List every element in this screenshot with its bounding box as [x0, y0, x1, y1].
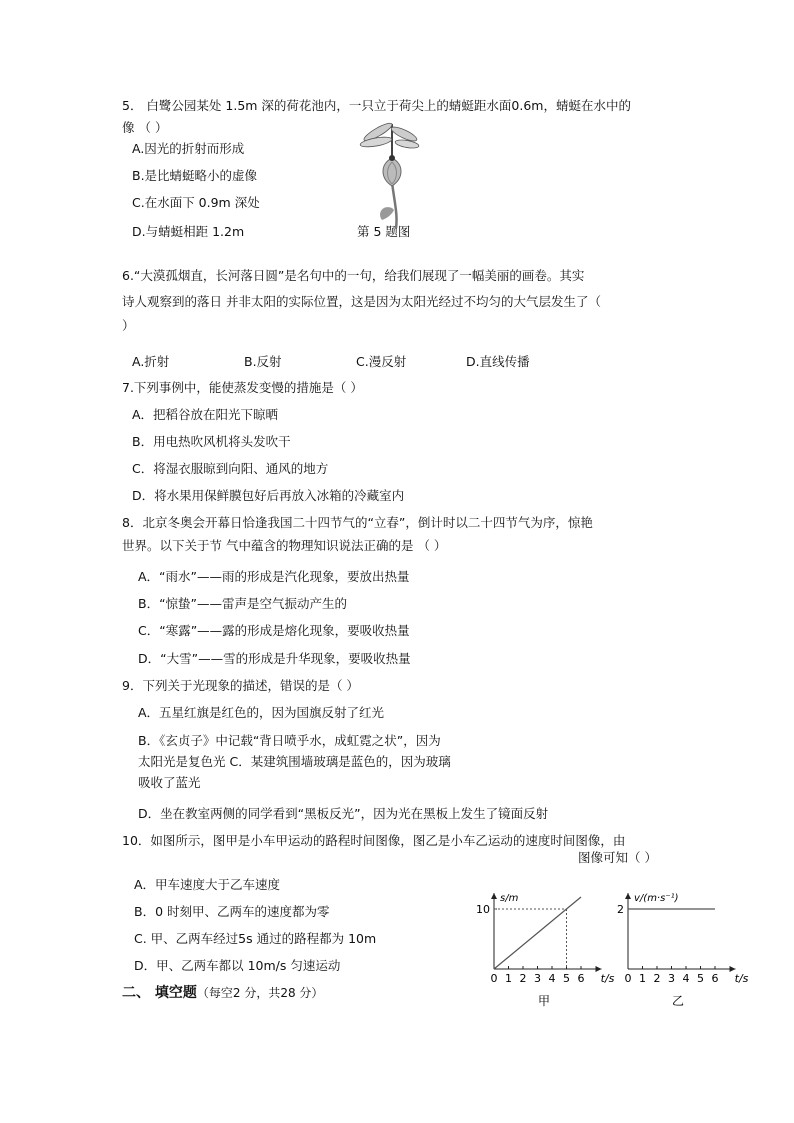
chart-jia-ylabel: s/m — [500, 893, 519, 904]
q8-stem-line2: 世界。以下关于节 气中蕴含的物理知识说法正确的是 （ ） — [122, 538, 447, 553]
chart-yi-x-tick-label: 2 — [653, 972, 661, 985]
chart-yi — [610, 887, 750, 1009]
q10-option-a: A．甲车速度大于乙车速度 — [134, 877, 281, 892]
q9-option-b-line3: 吸收了蓝光 — [138, 775, 201, 790]
q7-option-b: B．用电热吹风机将头发吹干 — [132, 434, 291, 449]
chart-jia-x-tick-label: 6 — [577, 972, 585, 985]
q5-option-a: A.因光的折射而形成 — [132, 141, 245, 156]
chart-jia-title: 甲 — [537, 994, 551, 1008]
q5-option-b: B.是比蜻蜓略小的虚像 — [132, 168, 258, 183]
q6-stem-line2: 诗人观察到的落日 并非太阳的实际位置，这是因为太阳光经过不均匀的大气层发生了（ — [122, 294, 601, 309]
chart-yi-x-tick-label: 1 — [639, 972, 646, 985]
q6-stem-line3: ） — [122, 318, 135, 333]
q8-option-a: A．“雨水”——雨的形成是汽化现象，要放出热量 — [138, 569, 410, 584]
q10-option-d: D．甲、乙两车都以 10m/s 匀速运动 — [134, 958, 341, 973]
q7-stem: 7.下列事例中，能使蒸发变慢的措施是（ ） — [122, 380, 363, 395]
chart-jia-x-tick-label: 0 — [490, 972, 498, 985]
chart-yi-x-tick-label: 4 — [682, 972, 690, 985]
chart-jia-x-tick-label: 1 — [505, 972, 512, 985]
chart-jia-x-tick-label: 5 — [563, 972, 570, 985]
q9-stem: 9．下列关于光现象的描述，错误的是（ ） — [122, 678, 359, 693]
q5-option-c: C.在水面下 0.9m 深处 — [132, 195, 260, 210]
section2-note: （每空2 分，共28 分） — [196, 986, 324, 1000]
chart-jia-y-tick-label: 10 — [476, 903, 490, 916]
section2-heading — [122, 985, 323, 1001]
chart-yi-ylabel: v/(m·s⁻¹) — [634, 893, 679, 904]
chart-jia — [476, 887, 616, 1009]
q9-option-b-line2: 太阳光是复色光 C．某建筑围墙玻璃是蓝色的，因为玻璃 — [138, 754, 451, 769]
chart-yi-x-tick-label: 3 — [668, 972, 675, 985]
chart-yi-y-arrow — [625, 893, 631, 899]
q6-option-a: A.折射 — [132, 354, 170, 369]
chart-jia-x-tick-label: 3 — [534, 972, 541, 985]
q6-option-c: C.漫反射 — [356, 354, 407, 369]
section2-title: 二、 填空题 — [122, 985, 197, 1001]
q9-option-d: D．坐在教室两侧的同学看到“黑板反光”，因为光在黑板上发生了镜面反射 — [138, 806, 549, 821]
chart-jia-y-arrow — [491, 893, 497, 899]
q5-figure-caption: 第 5 题图 — [357, 224, 411, 239]
q9-option-a: A．五星红旗是红色的，因为国旗反射了红光 — [138, 705, 385, 720]
q5-stem-line1: 5． 白鹭公园某处 1.5m 深的荷花池内，一只立于荷尖上的蜻蜓距水面0.6m，蜻蜓在水中的 — [122, 98, 631, 113]
q10-option-c: C. 甲、乙两车经过5s 通过的路程都为 10m — [134, 931, 377, 946]
chart-yi-x-tick-label: 6 — [711, 972, 719, 985]
q5-option-d: D.与蜻蜓相距 1.2m — [132, 224, 245, 239]
q10-stem-line1: 10．如图所示，图甲是小车甲运动的路程时间图像，图乙是小车乙运动的速度时间图像，由 — [122, 833, 626, 848]
chart-yi-x-tick-label: 5 — [697, 972, 704, 985]
q6-option-b: B.反射 — [244, 354, 282, 369]
q10-stem-line2: 图像可知（ ） — [578, 850, 657, 865]
q6-stem-line1: 6.“大漠孤烟直，长河落日圆”是名句中的一句，给我们展现了一幅美丽的画卷。其实 — [122, 268, 585, 283]
q8-option-b: B．“惊蛰”——雷声是空气振动产生的 — [138, 596, 348, 611]
dragonfly-lotus-figure — [352, 122, 420, 228]
chart-jia-series-line — [494, 897, 581, 969]
q7-option-c: C．将湿衣服晾到向阳、通风的地方 — [132, 461, 329, 476]
chart-yi-x-tick-label: 0 — [624, 972, 632, 985]
q9-option-b-line1: B．《玄贞子》中记载“背日喷乎水，成虹霓之状”，因为 — [138, 733, 441, 748]
chart-jia-x-tick-label: 2 — [519, 972, 527, 985]
q8-stem-line1: 8．北京冬奥会开幕日恰逢我国二十四节气的“立春”，倒计时以二十四节气为序，惊艳 — [122, 515, 593, 530]
q6-option-d: D.直线传播 — [466, 354, 530, 369]
chart-jia-x-tick-label: 4 — [548, 972, 556, 985]
chart-jia-xlabel: t/s — [600, 972, 615, 985]
chart-yi-xlabel: t/s — [734, 972, 749, 985]
q8-option-c: C．“寒露”——露的形成是熔化现象，要吸收热量 — [138, 623, 410, 638]
chart-yi-y-tick-label: 2 — [617, 903, 624, 916]
q8-option-d: D．“大雪”——雪的形成是升华现象，要吸收热量 — [138, 651, 411, 666]
chart-yi-title: 乙 — [671, 994, 685, 1008]
q7-option-a: A．把稻谷放在阳光下晾晒 — [132, 407, 279, 422]
q7-option-d: D．将水果用保鲜膜包好后再放入冰箱的冷藏室内 — [132, 488, 405, 503]
q5-stem-line2: 像 （ ） — [122, 120, 168, 135]
q10-option-b: B．0 时刻甲、乙两车的速度都为零 — [134, 904, 330, 919]
